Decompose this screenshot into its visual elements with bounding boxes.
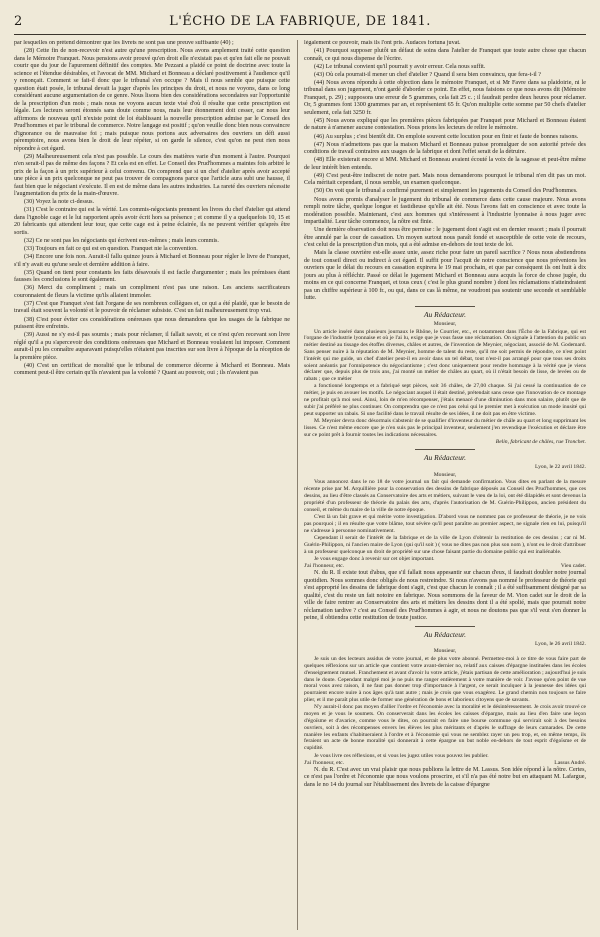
letter3-author: Lassus André. [554, 760, 586, 766]
footnote-48: (48) Elle existerait encore si MM. Michard et Bonneau avaient écouté la voix de la sagesse et peut-être même de leur intérêt bien entendu. [304, 157, 586, 171]
footnote-31: (31) C'est le contraire qui est la vérité. Les commis-négociants prennent les livres du chef d'atelier qui attend dans l'ignoble cage et le lui rapportent après avoir écrit hors sa présence ; et comme il y a quelquefois 10, 15 et 20 fabricants qui attendent leur tour, que cette cage est à peine éclairée, ils ne peuvent vérifier qu'après être sortis. [14, 207, 290, 236]
letter2-body: Vous annoncez dans le no 18 de votre journal un fait qui demande confirmation. Vous dites en parlant de la mesure récente prise par M. Arquillière pour la conservation des dessins de fabrique déposés au Conseil des Prud'hommes, que ces dessins, au lieu d'être classés au Conservatoire des arts et métiers, suivant le vœu de la loi, ont été dilapidés et sont devenus la propriété d'un professeur de théorie du palais des arts, d'après l'autorisation de M. Guérin-Philippon, ancien président du conseil, et même du maire de la ville de notre époque. [304, 479, 586, 513]
final-observation: Une dernière observation doit nous être permise : le jugement dont s'agit est en dernier ressort ; mais il pourrait être annulé par la cour de cassation. Un moyen surtout nous paraît fondé et susceptible de cette voie de recours, c'est celui de la prescription d'un mois, qui a été admise en-dehors de tout texte de loi. [304, 227, 586, 249]
letter3-body-3: Je vous livre ces réflexions, et si vous les jugez utiles vous pouvez les publier. [314, 752, 489, 759]
letter3-body-2: N'y aurait-il donc pas moyen d'allier l'ordre et l'économie avec la moralité et le désintéressement. Je crois avoir trouvé ce moyen et je vous le soumets. On conserverait dans les écoles les caisses d'épargne, mais au lieu d'en faire une leçon d'égoïsme et d'avarice, comme vous le dites, on pourrait en faire une bourse commune qui servirait soit à des besoins ouvriers, soit à des récompenses envers les élèves les plus méritants et d'après le suffrage de leurs camarades. De cette manière les enfants s'habitueraient à l'ordre et à l'économie qui vous ne semblez rayer un peu trop, et, en même temps, ils feraient un acte de bonne moralité qui donnerait à cette épargne un but noble en-dehors de tout esprit d'égoïsme et de cupidité. [304, 704, 586, 752]
letter1-body-2: M. Meynier devra donc désormais s'abstenir de se qualifier d'inventeur du métier de châle au quart et long supprimant les lisses. Ce n'est même encore que je n'en suis pas le principal inventeur, seulement j'en revendique l'exécution et déclare être sur ce point prêt à fournir toutes les indications nécessaires. [304, 418, 586, 438]
footnote-continuation: par lesquelles on prétend démontrer que les livrets ne sont pas une preuve suffisante (40) ; [14, 40, 234, 46]
letter3-date: Lyon, le 26 avril 1842. [535, 640, 586, 647]
page-number: 2 [14, 14, 23, 29]
newspaper-title: L'ÉCHO DE LA FABRIQUE, DE 1841. [169, 14, 431, 29]
footnote-28: (28) Cette fin de non-recevoir n'est autre qu'une prescription. Nous avons amplement traité cette question dans le Mémoire Franquet. Nous pensions avoir prouvé qu'en droit elle n'existait pas et qu'en fait elle ne pouvait courir que du jour de l'apurement définitif des comptes. Me Pezzani a plaidé ce point de doctrine avec toute la science et l'étendue désirables, et l'avocat de MM. Michard et Bonneau a déclaré positivement à l'audience qu'il y renonçait. Comment se fait-il donc que le tribunal s'en occupe ? Mais il nous semble que puisque cette question était posée, le tribunal devait la juger d'après les principes du droit, et nous ne voyons, dans ce long considérant aucune argumentation de ce genre. Nous lisons bien des considérations secondaires sur l'opportunité de la prescription d'un mois ; mais nous ne voyons aucun texte visé d'où il résulte que cette prescription est légale. Les lecteurs seront étonnés sans doute comme nous, mais leur étonnement doit cesser, car nous leur affirmons de nouveau qu'il n'existe point de loi établissant la nouvelle prescription admise par le Conseil des Prud'hommes et par le tribunal de commerce. Notre langage est positif ; qu'on veuille donc bien nous convaincre d'ignorance ou de mauvaise foi ; mais puisque nous portons aux adversaires des ouvriers un défi aussi péremptoire, nous avons bien le droit de leur répéter, si on garde le silence, c'est qu'on ne peut rien nous répondre à cet égard. [14, 48, 290, 152]
footnote-37: (37) C'est que Franquet s'est fait l'organe de ses nombreux collègues et, ce qui a été plaidé, que le besoin de travail était souvent la volonté et le pouvoir de réclamer subsiste. C'est un fait malheureusement trop vrai. [14, 300, 290, 315]
letter2-body-3: Cependant il serait de l'intérêt de la fabrique et de la ville de Lyon d'obtenir la restitution de ces dessins ; car ni M. Guérin-Philippon, ni l'ancien maire de Lyon (qui qu'il soit ) ( vous ne dites pas non plus son nom ), n'ont eu le droit d'attribuer à un professeur quelconque un droit de propriété sur une chose faisant partie du domaine public qui est inaliénable. [304, 535, 586, 555]
footnote-29: (29) Malheureusement cela n'est pas possible. Le cours des matières varie d'un moment à l'autre. Pourquoi n'en serait-il pas de même des façons ? Et cela est en effet. Le Conseil des Prud'hommes a maintes fois arbitré le prix de la façon à un prix supérieur à celui convenu. On comprend que si un chef d'atelier après avoir accepté une pièce à un prix quelconque ne peut pas trouver de compagnons parce que l'article aura subi une hausse, il faut bien que le négociant s'exécute. Il en est de même dans les autres industries. La rareté des ouvriers nécessite l'augmentation du prix de la main-d'œuvre. [14, 153, 290, 198]
section-rule [415, 306, 475, 307]
footnote-44: (44) Nous avons répondu à cette objection dans le mémoire Franquet, et si Mr Favre dans sa plaidoirie, ni le tribunal dans son jugement, n'ont gardé d'aborder ce point. En effet, nous faisions ce que nous avons dit (Mémoire Franquet, p. 29) ; supposons une erreur de 5 grammes, cela fait 25 c. ; il faudrait perdre deux heures pour réclamer. Or, 5 grammes font 1300 grammes par an, et représentent 65 fr. Qu'on multiplie cette somme par 50 chefs d'atelier seulement, cela fait 3250 fr. [304, 79, 586, 116]
letter2-date: Lyon, le 22 avril 1842. [535, 463, 586, 470]
letter2-body-2: C'est là un fait grave et qui mérite votre investigation. D'abord vous ne nommez pas ce professeur de théorie, je ne vois pas pourquoi ; il en résulte que votre blâme, tout sévère qu'il peut paraître au premier aspect, ne signale rien en lui, puisqu'il ne s'adresse à personne nominativement. [304, 514, 586, 534]
footnote-36: (36) Merci du compliment ; mais un compliment n'est pas une raison. Les anciens sacrificateurs couronnaient de fleurs la victime qu'ils allaient immoler. [14, 285, 290, 299]
letter1-body-cont: a fonctionné longtemps et a fabriqué sept pièces, soit 36 châles, de 27,00 chaque. Si j'ai cessé la continuation de ce métier, je puis en avouer les motifs. Le négociant auquel il était destiné, prétendait sans cesse que l'innovation de ce montage ne profitait qu'à moi seul. Ainsi, loin de m'en récompenser, j'étais menacé d'une diminution dans mon salaire, plutôt que de subir j'ai préféré ne plus continuer. On comprendra que ce n'est pas celui qui le premier met à exécution un mode inusité qui peut supporter un rabais. Si une facilité dans le travail résulte de ses idées, il ne doit pas en être victime. [304, 383, 586, 417]
left-column [14, 40, 290, 930]
footnote-34: (34) Encore une fois non. Aurait-il fallu quinze jours à Michard et Bonneau pour régler le livre de Franquet, s'il n'y avait eu qu'une seule et dernière addition à faire. [14, 254, 290, 268]
footnote-40-continued: légalement ce pouvoir, mais ils l'ont pris. Audaces fortuna juvat. [304, 40, 461, 46]
footnote-42: (42) Le tribunal convient qu'il pourrait y avoir erreur. Cela nous suffit. [314, 63, 486, 70]
column-divider [297, 40, 298, 930]
letter1-salutation: Monsieur, [433, 320, 457, 327]
conclusion-paragraph: Nous avons promis d'analyser le jugement du tribunal de commerce dans cette cause majeure. Nous avons rempli notre tâche, quelque longue et fastidieuse qu'elle ait été. Nous l'avons fait en conscience et avec toute la modération possible. Maintenant, c'est aux hommes qui s'intéressent à l'industrie lyonnaise à nous juger avec impartialité. Leur tâche commence, la nôtre est finie. [304, 196, 586, 226]
footnote-40: (40) C'est un certificat de moralité que le tribunal de commerce décerne à Michard et Bonneau. Mais comment peut-il être certain qu'ils n'avaient pas la volonté ? Quant au pouvoir, oui ; ils n'avaient pas [14, 362, 290, 377]
letter3-closing: J'ai l'honneur, etc. [304, 760, 345, 766]
footnote-46: (46) Au surplus ; c'est bientôt dit. On emploie souvent cette locution pour en finir et faute de bonnes raisons. [314, 133, 579, 140]
cassation-paragraph: Mais la classe ouvrière est-elle assez unie, assez riche pour faire un pareil sacrifice ? Nous nous abstiendrons de tout conseil direct ou indirect à cet égard. Il suffit pour l'acquit de notre conscience que nous prévenions les ouvriers que le délai du recours en cassation expirera le 19 mai prochain, et que par conséquent ils ont huit à dix jours au plus à réfléchir. Passé ce délai le jugement Michard et Bonneau aura acquis la force de chose jugée, du moins en ce qui concerne Franquet, et tous ceux ( c'est le plus grand nombre ) dont les réclamations n'atteindraient pas un chiffre supérieur à 100 fr., ou qui, dans ce cas là même, ne voudront pas soutenir une seconde et semblable lutte. [304, 250, 586, 302]
right-column [304, 40, 586, 930]
editor-note-1: N. du R. Il existe tout d'abus, que s'il fallait nous appesantir sur chacun d'eux, il faudrait doubler notre journal quotidien. Nous sommes donc obligés de nous restreindre. Si nous n'avons pas nommé le professeur de théorie qui s'est approprié les dessins de fabrique dont s'agit, c'est que chacun le connaît ; il a été suffisamment désigné par sa qualité, c'est du reste un fait notoire en fabrique. Nous sommons de la faveur de M. Vion cadet sur le droit de la ville de faire rentrer au Conservatoire des arts et métiers les dessins dont il a été spolié, mais que pourrait notre réclamation tardive ? c'est au Conseil des Prud'hommes à agir, et nous ne doutons pas que s'il veut s'en donner la peine, il obtiendra cette restitution de toute justice. [304, 570, 586, 622]
section-rule [415, 449, 475, 450]
letter2-author: Vieu cadet. [560, 563, 586, 570]
footnote-35: (35) Quand on tient pour constants les faits désavoués il est facile d'argumenter ; mais les prémisses étant fausses les conclusions le sont également. [14, 269, 290, 284]
footnote-39: (39) Aussi ne s'y est-il pas soumis ; mais pour réclamer, il fallait savoir, et ce n'est qu'en recevant son livre réglé qu'il a pu s'apercevoir des conditions onéreuses que Michard et Bonneau voulaient lui imposer. Comment aurait-il pu les connaître auparavant puisqu'elles n'étaient pas inscrites sur son livre à l'époque de la réception de la première pièce. [14, 332, 290, 361]
letter2-closing: J'ai l'honneur, etc. [304, 563, 345, 570]
footnote-32: (32) Ce ne sont pas les négociants qui écrivent eux-mêmes ; mais leurs commis. [24, 237, 219, 244]
letter1-heading: Au Rédacteur. [423, 309, 467, 319]
letter2-salutation: Monsieur, [433, 471, 457, 478]
footnote-43: (43) Où cela pourrait-il mener un chef d'atelier ? Quand il sera bien convaincu, que fera-t-il ? [314, 71, 541, 78]
footnote-50: (50) On voit que le tribunal a confirmé purement et simplement les jugements du Conseil des Prud'hommes. [314, 188, 578, 195]
editor-note-2: N. du R. C'est avec un vrai plaisir que nous publions la lettre de M. Lassus. Son idée répond à la nôtre. Certes, ce n'est pas l'ordre et l'économie que nous voulons proscrire, et s'il n'a pas été notre but en attaquant M. Lafargue, dans le no 14 du journal sur l'établissement des livrets de la caisse d'épargne [304, 766, 586, 788]
footnote-41: (41) Pourquoi supposer plutôt un défaut de soins dans l'atelier de Franquet que toute autre chose que chacun connaît, ce qui nous dispense de l'écrire. [304, 48, 586, 62]
footnote-49: (49) C'est peut-être indiscret de notre part. Mais nous demanderons pourquoi le tribunal n'en dit pas un mot. Cela méritait cependant, il nous semble, un examen quelconque. [304, 172, 586, 187]
letter2-body-4: Je vous engage donc à revenir sur cet objet important. [314, 555, 435, 562]
letter1-body: Un article inséré dans plusieurs journaux le Rhône, le Courrier, etc., et notamment dans l'Écho de la Fabrique, qui est l'organe de l'industrie lyonnaise et où je l'ai lu, exige que je vous fasse une réclamation. On signale à l'attention du public un métier destiné au tissage des étoffes diverses, châles et autres, de l'invention de Meynier, négociant, associé de M. Godemard. Sans penser nuire à la réputation de M. Meynier, homme de talent du reste, qu'il me soit permis de répondre, ce n'est point l'intérêt qui me guide, un chef d'atelier peut-il en avoir dans un tel débat, tout n'est-il pas arrangé pour que tous ses droits soient anéantis par l'omnipotence du négociantisme ; c'est donc uniquement pour rendre hommage à la vérité que je viens déclarer que, depuis plus de trois ans, j'ai monté un métier de châles au quart, où il n'était besoin de lisse, de levées ou de rabats ; que ce métier [304, 328, 586, 383]
footnote-30: (30) Voyez la note ci-dessus. [24, 199, 95, 206]
letter3-body: Je suis un des lecteurs assidus de votre journal, et de plus votre abonné. Permettez-moi à ce titre de vous faire part de quelques réflexions sur un article que contient votre avant-dernier no, relatif aux caisses d'épargne instituées dans les écoles d'enseignement mutuel. Franchement et avant d'avoir lu votre article, j'étais partisan de cette amélioration ; aujourd'hui je suis dans le doute. Cependant malgré moi je ne puis me ranger entièrement à votre manière de voir. J'avoue qu'en point de vue moral vous avez raison, il ne faut pas donner trop d'importance à l'argent, ce serait inculquer à la jeunesse des idées qui pourraient encore nuire à nos âges qu'à tant autre ; mais je crois que vous exagérez. Le grand chemin non toujours se faire plier, et il me paraît plus utile de former une génération de bons et laborieux citoyens que de savants. [304, 656, 586, 704]
footnote-47: (47) Nous n'admettons pas que la maison Michard et Bonneau puisse promulguer de son autorité privée des conditions de travail contraires aux usages de la fabrique et dont l'effet serait de la détruire. [304, 141, 586, 156]
letter2-heading: Au Rédacteur. [423, 452, 467, 462]
letter3-signature [304, 760, 586, 767]
section-rule [415, 626, 475, 627]
letter3-salutation: Monsieur, [433, 648, 457, 655]
page-header [14, 10, 586, 35]
footnote-45: (45) Nous avons expliqué que les premières pièces fabriquées par Franquet pour Michard et Bonneau étaient de nature à n'amener aucune contestation. Nous prions les lecteurs de relire le mémoire. [304, 117, 586, 132]
letter3-heading: Au Rédacteur. [423, 629, 467, 639]
footnote-33: (33) Toujours en fait ce qui est en question. Franquet nie la convention. [24, 246, 198, 253]
footnote-38: (38) C'est pour éviter ces considérations onéreuses que nous demandons que les usages de la fabrique ne puissent être enfreints. [14, 316, 290, 331]
letter1-signature: Belin, fabricant de châles, rue Tronchet. [495, 439, 586, 446]
